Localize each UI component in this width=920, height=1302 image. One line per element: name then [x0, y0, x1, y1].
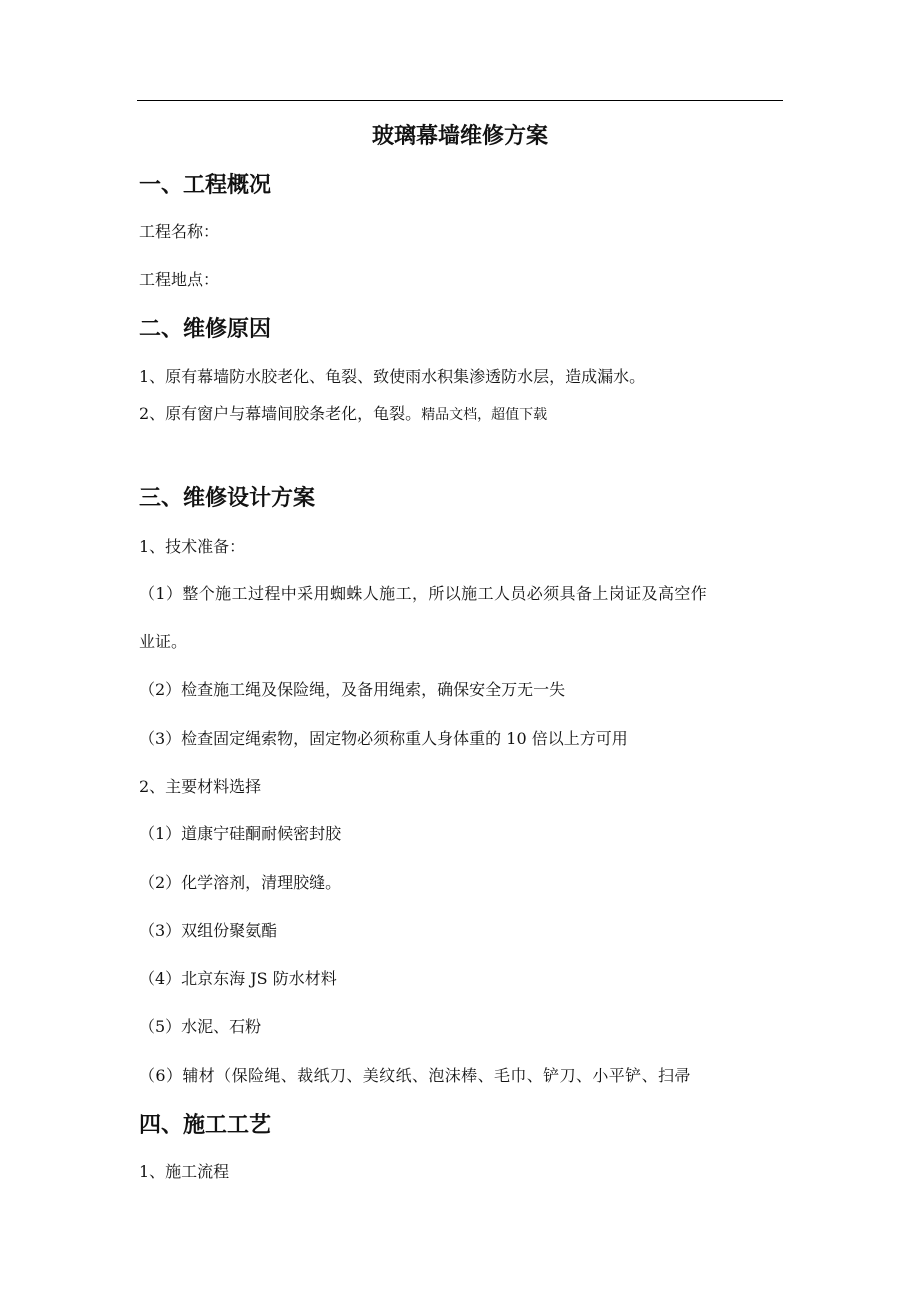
header-rule — [137, 100, 783, 101]
section-heading-process: 四、施工工艺 — [139, 1112, 272, 1138]
tech-item-1-line-2: 业证。 — [139, 632, 188, 651]
document-title: 玻璃幕墙维修方案 — [371, 123, 548, 149]
reason-item-2 — [139, 402, 547, 427]
tech-item-3: （3）检查固定绳索物，固定物必须称重人身体重的 10 倍以上方可用 — [139, 729, 628, 748]
material-item-6: （6）辅材（保险绳、裁纸刀、美纹纸、泡沫棒、毛巾、铲刀、小平铲、扫帚 — [139, 1066, 691, 1085]
tech-item-2: （2）检查施工绳及保险绳，及备用绳索，确保安全万无一失 — [139, 680, 566, 699]
project-name-label: 工程名称： — [139, 222, 220, 241]
project-location-label: 工程地点： — [139, 270, 220, 289]
reason-item-2-text: 2、原有窗户与幕墙间胶条老化，龟裂。 — [139, 404, 422, 423]
watermark-note: 精品文档，超值下载 — [421, 407, 548, 423]
material-item-2: （2）化学溶剂，清理胶缝。 — [139, 873, 342, 892]
material-item-4: （4）北京东海 JS 防水材料 — [139, 969, 337, 988]
materials-label: 2、主要材料选择 — [139, 777, 262, 796]
material-item-3: （3）双组份聚氨酯 — [139, 921, 278, 940]
section-heading-design: 三、维修设计方案 — [139, 485, 316, 511]
tech-item-1-line-1: （1）整个施工过程中采用蜘蛛人施工，所以施工人员必须具备上岗证及高空作 — [139, 584, 708, 603]
section-heading-overview: 一、工程概况 — [139, 172, 272, 198]
process-flow-label: 1、施工流程 — [139, 1162, 230, 1181]
tech-prep-label: 1、技术准备： — [139, 537, 246, 556]
material-item-5: （5）水泥、石粉 — [139, 1017, 262, 1036]
section-heading-reasons: 二、维修原因 — [139, 316, 272, 342]
reason-item-1: 1、原有幕墙防水胶老化、龟裂、致使雨水积集渗透防水层，造成漏水。 — [139, 367, 646, 386]
material-item-1: （1）道康宁硅酮耐候密封胶 — [139, 824, 342, 843]
